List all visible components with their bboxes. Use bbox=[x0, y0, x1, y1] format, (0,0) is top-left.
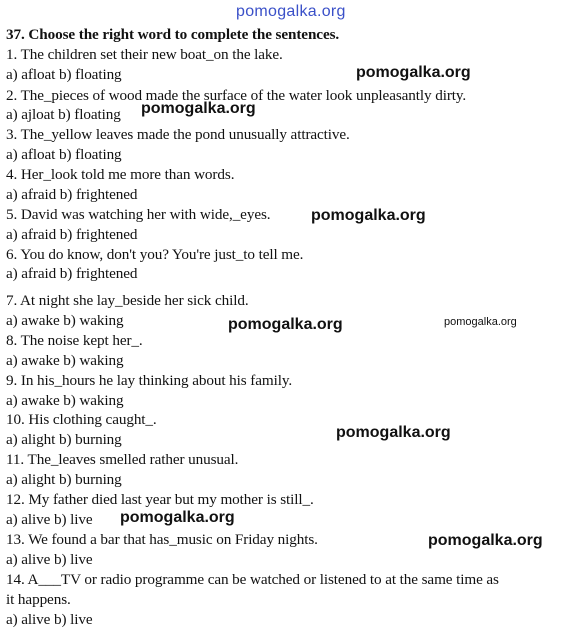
options-14: a) alive b) live bbox=[6, 611, 93, 628]
question-10: 10. His clothing caught_. bbox=[6, 411, 157, 428]
question-12: 12. My father died last year but my mother is still_. bbox=[6, 491, 314, 508]
question-13: 13. We found a bar that has_music on Friday nights. bbox=[6, 531, 318, 548]
options-7: a) awake b) waking bbox=[6, 312, 124, 329]
options-4: a) afraid b) frightened bbox=[6, 186, 138, 203]
watermark: pomogalka.org bbox=[428, 532, 543, 549]
question-6: 6. You do know, don't you? You're just_to tell me. bbox=[6, 246, 304, 263]
question-11: 11. The_leaves smelled rather unusual. bbox=[6, 451, 239, 468]
question-1: 1. The children set their new boat_on the lake. bbox=[6, 46, 283, 63]
question-2: 2. The_pieces of wood made the surface of the water look unpleasantly dirty. bbox=[6, 87, 467, 104]
watermark: pomogalka.org bbox=[336, 424, 451, 441]
options-3: a) afloat b) floating bbox=[6, 146, 122, 163]
options-8: a) awake b) waking bbox=[6, 352, 124, 369]
question-14: 14. A___TV or radio programme can be watched or listened to at the same time as bbox=[6, 571, 499, 588]
options-1: a) afloat b) floating bbox=[6, 66, 122, 83]
question-7: 7. At night she lay_beside her sick child. bbox=[6, 292, 249, 309]
question-4: 4. Her_look told me more than words. bbox=[6, 166, 235, 183]
question-8: 8. The noise kept her_. bbox=[6, 332, 143, 349]
options-11: a) alight b) burning bbox=[6, 471, 122, 488]
exercise-title: 37. Choose the right word to complete the sentences. bbox=[6, 26, 340, 43]
options-6: a) afraid b) frightened bbox=[6, 265, 138, 282]
watermark: pomogalka.org bbox=[228, 316, 343, 333]
options-12: a) alive b) live bbox=[6, 511, 93, 528]
question-14-continued: it happens. bbox=[6, 591, 71, 608]
options-13: a) alive b) live bbox=[6, 551, 93, 568]
question-3: 3. The_yellow leaves made the pond unusually attractive. bbox=[6, 126, 350, 143]
watermark-top: pomogalka.org bbox=[236, 3, 346, 20]
options-2: a) ajloat b) floating bbox=[6, 106, 121, 123]
watermark: pomogalka.org bbox=[311, 207, 426, 224]
question-9: 9. In his_hours he lay thinking about his family. bbox=[6, 372, 293, 389]
options-5: a) afraid b) frightened bbox=[6, 226, 138, 243]
watermark: pomogalka.org bbox=[141, 100, 256, 117]
options-10: a) alight b) burning bbox=[6, 431, 122, 448]
watermark: pomogalka.org bbox=[120, 509, 235, 526]
options-9: a) awake b) waking bbox=[6, 392, 124, 409]
watermark: pomogalka.org bbox=[356, 64, 471, 81]
watermark: pomogalka.org bbox=[444, 316, 517, 328]
question-5: 5. David was watching her with wide,_eyes. bbox=[6, 206, 271, 223]
